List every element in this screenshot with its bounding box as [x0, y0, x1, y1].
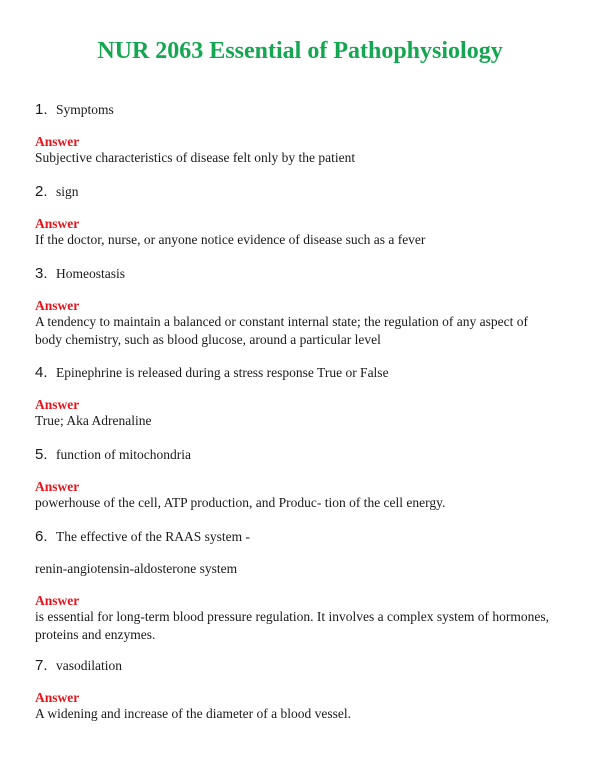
answer-label: Answer [35, 216, 80, 231]
question-6 [35, 528, 250, 546]
answer-text: Subjective characteristics of disease felt only by the patient [35, 150, 356, 165]
question-number: 3. [35, 265, 48, 282]
question-number: 7. [35, 657, 48, 674]
answer-text: is essential for long-term blood pressure regulation. It involves a complex system of hormones, proteins and enzymes. [35, 609, 550, 642]
question-number: 5. [35, 446, 48, 463]
question-text: Epinephrine is released during a stress response True or False [56, 365, 389, 380]
question-7 [35, 657, 122, 675]
question-2 [35, 183, 79, 201]
question-number: 6. [35, 528, 48, 545]
question-text: Homeostasis [56, 266, 125, 281]
answer-label: Answer [35, 134, 80, 149]
question-5 [35, 446, 191, 464]
question-subtext: renin-angiotensin-aldosterone system [35, 561, 238, 576]
question-1 [35, 101, 114, 119]
answer-label: Answer [35, 690, 80, 705]
document-title: NUR 2063 Essential of Pathophysiology [97, 38, 503, 64]
answer-label: Answer [35, 298, 80, 313]
answer-text: True; Aka Adrenaline [35, 413, 152, 428]
question-text: The effective of the RAAS system - [56, 529, 250, 544]
question-number: 4. [35, 364, 48, 381]
answer-text: A tendency to maintain a balanced or constant internal state; the regulation of any aspect of body chemistry, such as blood glucose, around a particular level [35, 314, 528, 347]
question-4 [35, 364, 389, 382]
answer-text: If the doctor, nurse, or anyone notice evidence of disease such as a fever [35, 232, 426, 247]
answer-text: A widening and increase of the diameter of a blood vessel. [35, 706, 352, 721]
question-text: sign [56, 184, 79, 199]
answer-label: Answer [35, 479, 80, 494]
question-3 [35, 265, 125, 283]
question-text: vasodilation [56, 658, 122, 673]
question-text: function of mitochondria [56, 447, 191, 462]
question-text: Symptoms [56, 102, 114, 117]
answer-label: Answer [35, 593, 80, 608]
answer-label: Answer [35, 397, 80, 412]
question-number: 1. [35, 101, 48, 118]
answer-text: powerhouse of the cell, ATP production, and Produc- tion of the cell energy. [35, 495, 446, 510]
question-number: 2. [35, 183, 48, 200]
